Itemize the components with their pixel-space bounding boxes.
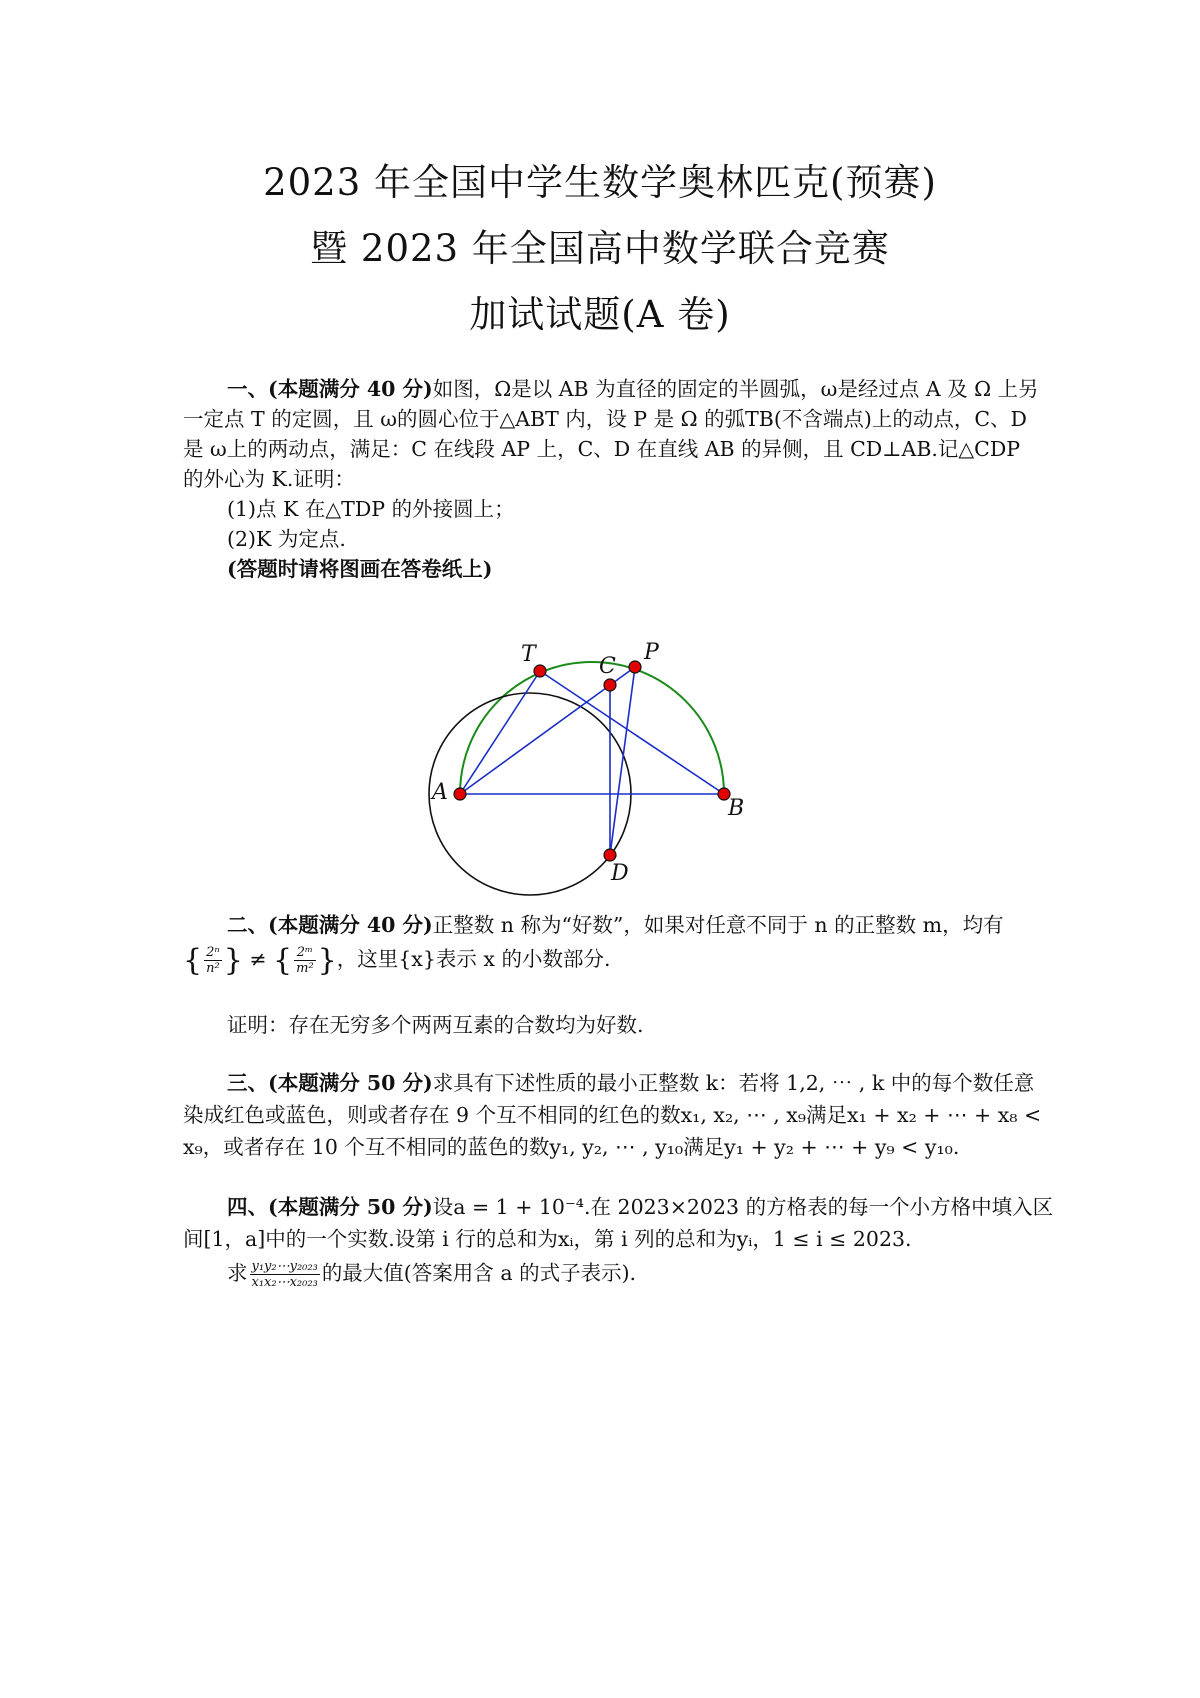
point-p [629, 661, 641, 673]
problem-4-line-2: 间[1，a]中的一个实数.设第 i 行的总和为xᵢ，第 i 列的总和为yᵢ，1 ≤ i ≤ 2023. [183, 1227, 912, 1251]
point-a [454, 788, 466, 800]
problem-3-label: 三、(本题满分 50 分) [227, 1071, 433, 1095]
problem-1-label: 一、(本题满分 40 分) [227, 377, 433, 401]
point-t [534, 665, 546, 677]
label-c: C [599, 654, 616, 679]
fraction-left: $\frac{\text{2ⁿ}}{\text{n²}}$ [206, 945, 220, 976]
problem-2-line-2: { $\frac{\text{2ⁿ}}{\text{n²}}$ } ≠ { $\frac{\text{2ᵐ}}{\text{m²}}$ }，这里{x}表示 x 的小数部分. [183, 943, 611, 978]
exam-title-line1: 2023 年全国中学生数学奥林匹克(预赛) [263, 161, 937, 204]
problem-1-line-4: 的外心为 K.证明： [183, 467, 355, 491]
label-p: P [644, 640, 659, 665]
fraction-right: $\frac{\text{2ᵐ}}{\text{m²}}$ [296, 945, 314, 976]
exam-title-line2: 暨 2023 年全国高中数学联合竞赛 [310, 227, 890, 270]
problem-1-line-2: 一定点 T 的定圆，且 ω的圆心位于△ABT 内，设 P 是 Ω 的弧TB(不含端点)上的动点，C、D [183, 407, 1027, 431]
label-d: D [611, 861, 629, 886]
geometry-figure [420, 618, 745, 886]
semicircle-omega-big [460, 662, 724, 794]
problem-3-line-1: 三、(本题满分 50 分)求具有下述性质的最小正整数 k：若将 1,2, ⋯ , k 中的每个数任意 [227, 1071, 1035, 1095]
point-d [604, 849, 616, 861]
problem-1-part-1: (1)点 K 在△TDP 的外接圆上； [227, 497, 515, 521]
problem-1-part-2: (2)K 为定点. [227, 527, 346, 551]
label-t: T [521, 642, 536, 667]
problem-1-line-1: 一、(本题满分 40 分)如图，Ω是以 AB 为直径的固定的半圆弧，ω是经过点 A 及 Ω 上另 [227, 377, 1039, 401]
fraction-product: $\frac{\text{y₁y₂⋯y₂₀₂₃}}{\text{x₁x₂⋯x₂₀₂₃}}$ [251, 1259, 318, 1290]
problem-3-line-2: 染成红色或蓝色，则或者存在 9 个互不相同的红色的数x₁, x₂, ⋯ , x₉满足x₁ + x₂ + ⋯ + x₈ < [183, 1103, 1042, 1127]
problem-2-line-1: 二、(本题满分 40 分)正整数 n 称为“好数”，如果对任意不同于 n 的正整数 m，均有 [227, 913, 1004, 937]
segment-at [460, 671, 540, 794]
problem-1-note: (答题时请将图画在答卷纸上) [227, 557, 493, 581]
point-c [604, 679, 616, 691]
label-a: A [432, 780, 448, 805]
problem-3-line-3: x₉，或者存在 10 个互不相同的蓝色的数y₁, y₂, ⋯ , y₁₀满足y₁ + y₂ + ⋯ + y₉ < y₁₀. [183, 1135, 960, 1159]
problem-4-line-3: 求 $\frac{\text{y₁y₂⋯y₂₀₂₃}}{\text{x₁x₂⋯x₂₀₂₃}}$ 的最大值(答案用含 a 的式子表示). [227, 1259, 637, 1290]
exam-title-line3: 加试试题(A 卷) [469, 293, 731, 336]
label-b: B [728, 796, 745, 821]
segment-pd [610, 667, 635, 855]
problem-2-line-3: 证明：存在无穷多个两两互素的合数均为好数. [227, 1013, 644, 1037]
problem-4-label: 四、(本题满分 50 分) [227, 1195, 433, 1219]
problem-1-line-3: 是 ω上的两动点，满足：C 在线段 AP 上，C、D 在直线 AB 的异侧，且 CD⊥AB.记△CDP [183, 437, 1021, 461]
problem-2-label: 二、(本题满分 40 分) [227, 913, 433, 937]
problem-4-line-1: 四、(本题满分 50 分)设a = 1 + 10⁻⁴.在 2023×2023 的方格表的每一个小方格中填入区 [227, 1195, 1054, 1219]
